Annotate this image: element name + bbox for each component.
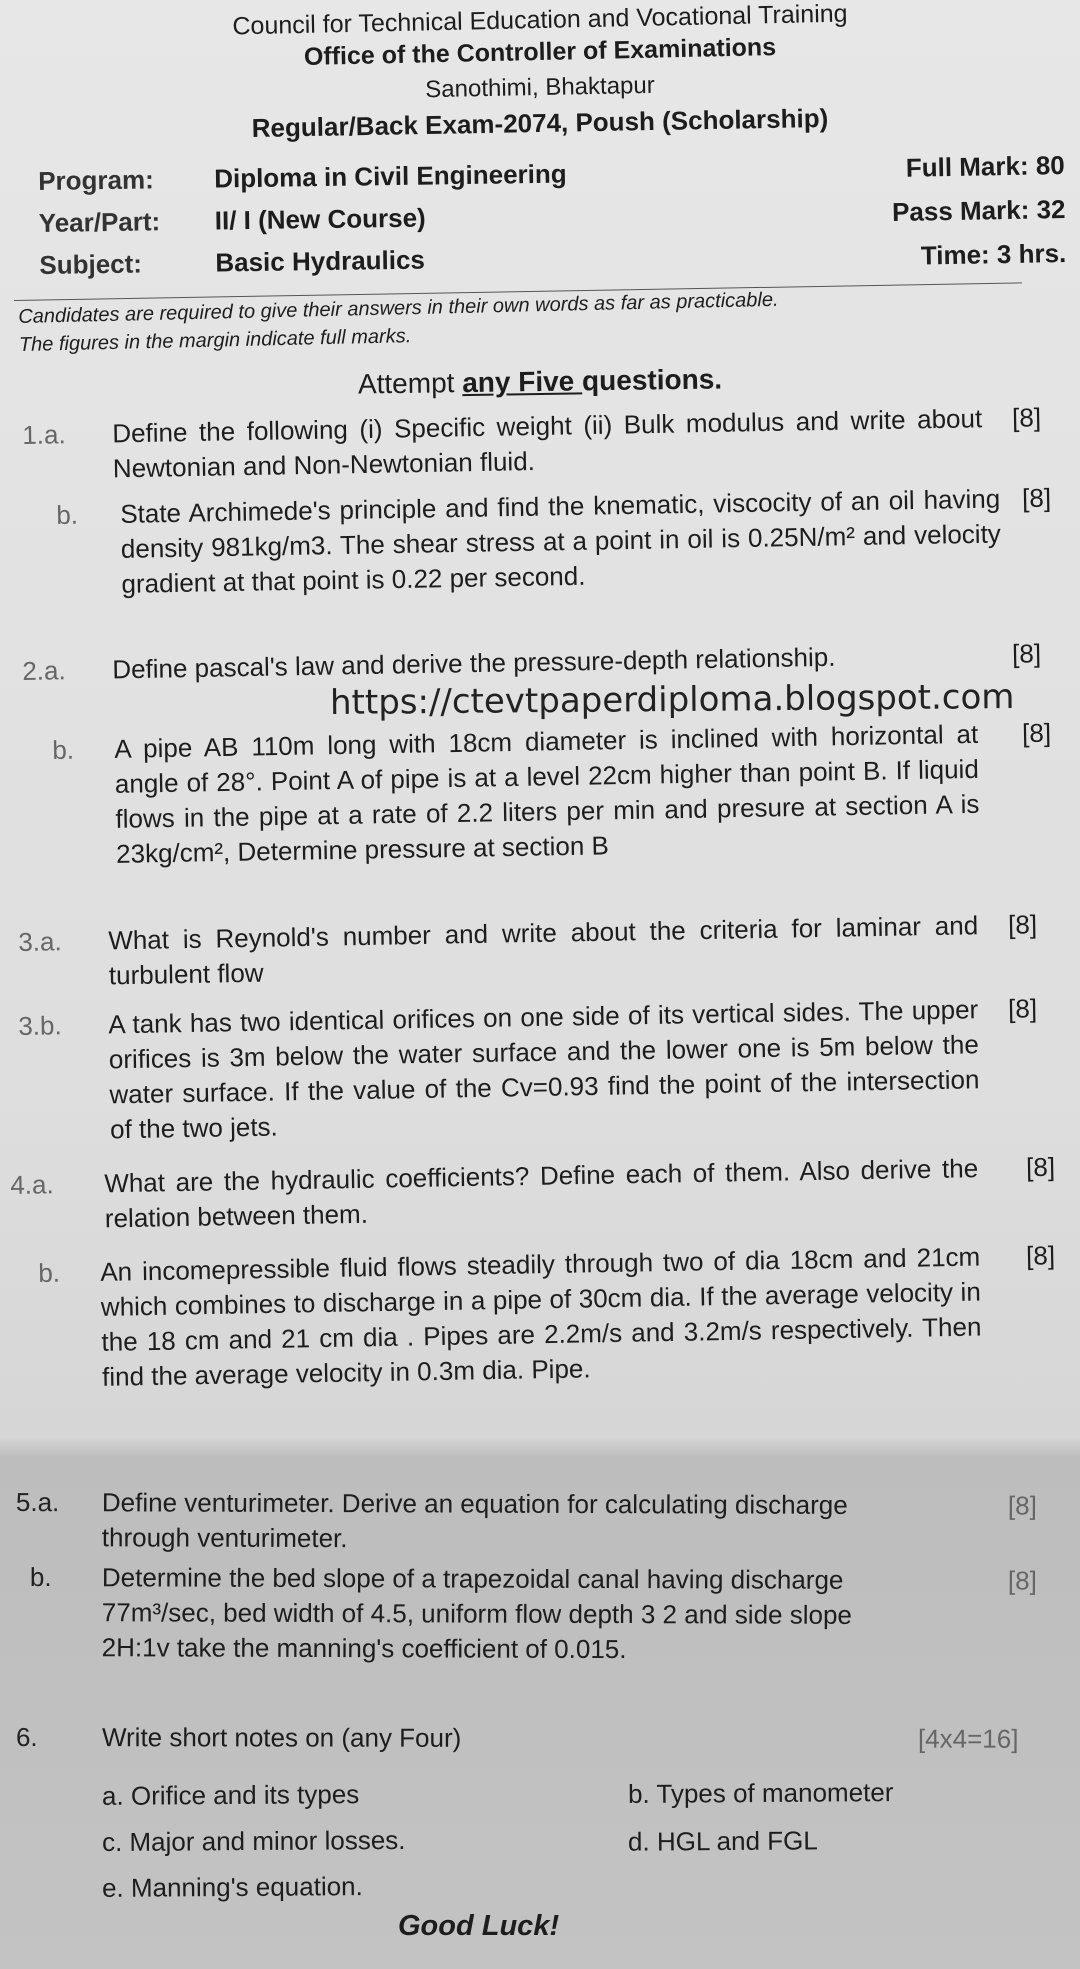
subject-label: Subject:	[39, 248, 143, 280]
year-value: II/ I (New Course)	[214, 202, 426, 236]
note-e: e. Manning's equation.	[101, 1871, 363, 1903]
instructions	[18, 286, 779, 359]
exam-meta	[38, 159, 568, 292]
office-location: Sanothimi, Bhaktapur	[425, 71, 655, 104]
instruction-line-1: Candidates are required to give their answers in their own words as far as practicable.	[18, 288, 779, 328]
instruction-line-2: The figures in the margin indicate full marks.	[18, 325, 412, 356]
program-value: Diploma in Civil Engineering	[213, 158, 567, 194]
note-d: d. HGL and FGL	[627, 1825, 818, 1857]
attempt-underlined: any Five	[461, 365, 583, 399]
year-label: Year/Part:	[38, 206, 161, 238]
subject-value: Basic Hydraulics	[215, 244, 426, 278]
council-name: Council for Technical Education and Vocational Training	[232, 0, 848, 41]
note-b: b. Types of manometer	[627, 1777, 894, 1809]
blog-watermark: https://ctevtpaperdiploma.blogspot.com	[329, 677, 1015, 723]
time-allowed: Time: 3 hrs.	[920, 237, 1067, 271]
office-name: Office of the Controller of Examinations	[303, 33, 777, 71]
good-luck: Good Luck!	[398, 1910, 560, 1942]
note-c: c. Major and minor losses.	[101, 1824, 406, 1858]
program-label: Program:	[38, 164, 154, 196]
exam-title: Regular/Back Exam-2074, Poush (Scholarship)	[251, 102, 829, 144]
exam-paper: Council for Technical Education and Vocational Training Office of the Controller of Examinations Sanothimi, Bhaktapur Regular/Back Exam-2074, Poush (Scholarship) Program: Diploma in Civil Engineering Year/Part: II/ I (New Course) Subject: Basic Hydraulics Full Mark: 80 Pass Mark: 32 Time: 3 hrs. Candidates are required to give their answers in their own words as far as practicable. The figures in the margin indicate full marks. Attempt any Five questions. 1.a. Define the following (i) Specific weight (ii) Bulk modulus and write about Newtonian and Non-Newtonian fluid. [8] b. State Archimede's principle and find the knematic, viscocity of an oil having density 981kg/m3. The shear stress at a point in oil is 0.25N/m² and velocity gradient at that point is 0.22 per second. [8] 2.a. Define pascal's law and derive the pressure-depth relationship. [8] https://ctevtpaperdiploma.blogspot.com b. A pipe AB 110m long with 18cm diameter is inclined with horizontal at angle of 28°. Point A of pipe is at a level 22cm higher than point B. If liquid flows in the pipe at a rate of 2.2 liters per min and presure at section A is 23kg/cm², Determine pressure at section B [8] 3.a. What is Reynold's number and write about the criteria for laminar and turbulent flow [8] 3.b. A tank has two identical orifices on one side of its vertical sides. The upper orifices is 3m below the water surface and the lower one is 5m below the water surface. If the value of the Cv=0.93 find the point of the intersection of the two jets. [8] 4.a. What are the hydraulic coefficients? Define each of them. Also derive the relation between them. [8] b. An incomepressible fluid flows steadily through two of dia 18cm and 21cm which combines to discharge in a pipe of 30cm dia. If the average velocity in the 18 cm and 21 cm dia . Pipes are 2.2m/s and 3.2m/s respectively. Then find the average velocity in 0.3m dia. Pipe. [8] 5.a. Define venturimeter. Derive an equation for calculating discharge through venturimeter. [8] b. Determine the bed slope of a trapezoidal canal having discharge 77m³/sec, bed width of 4.5, uniform flow depth 3 2 and side slope 2H:1v take the manning's coefficient of 0.015. [8] 6. Write short notes on (any Four) [4x4=16] a. Orifice and its types b. Types of manometer c. Major and minor losses. d. HGL and FGL e. Manning's equation. Good Luck!	[0, 0, 1080, 1969]
full-mark: Full Mark: 80	[905, 150, 1065, 183]
pass-mark: Pass Mark: 32	[891, 193, 1066, 228]
marks-block	[891, 150, 1067, 285]
attempt-instruction: Attempt any Five questions.	[357, 363, 723, 400]
note-a: a. Orifice and its types	[101, 1779, 360, 1811]
